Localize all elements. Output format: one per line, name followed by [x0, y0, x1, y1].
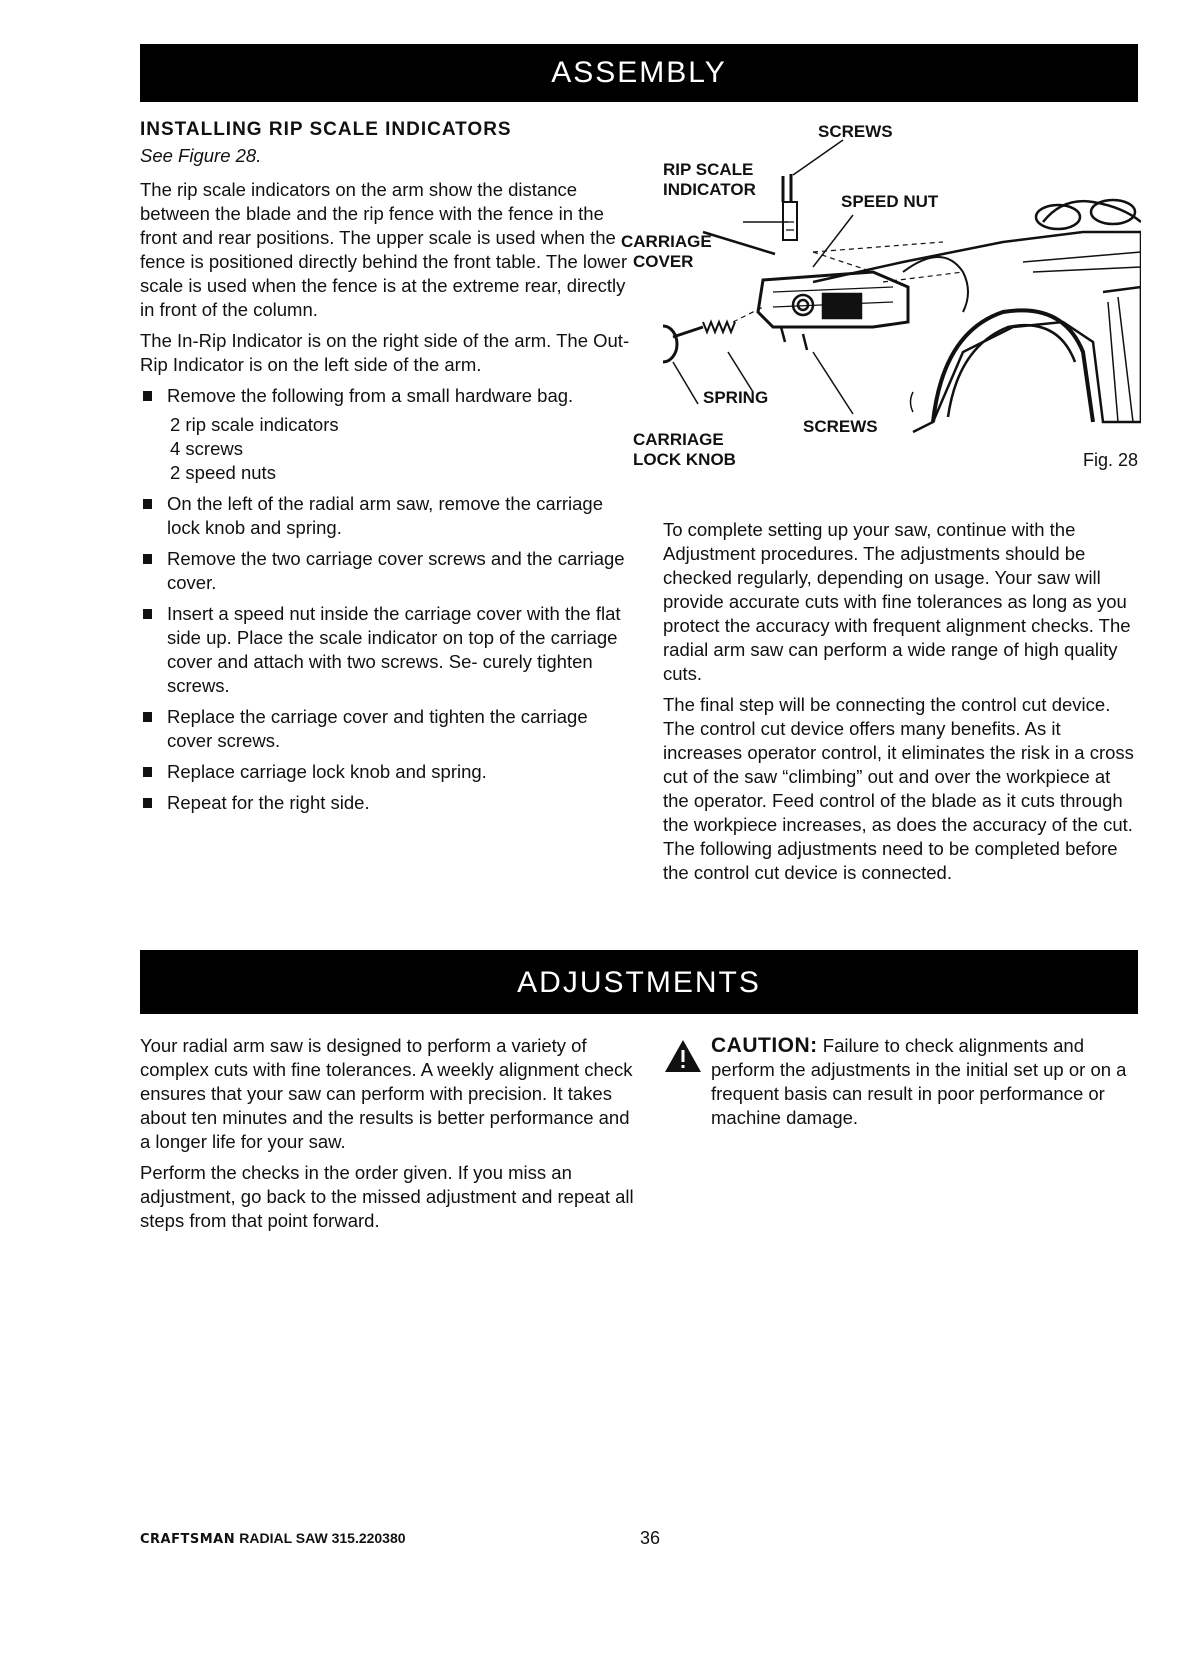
adjustments-banner-title: ADJUSTMENTS [517, 966, 761, 999]
warning-triangle-icon [663, 1038, 703, 1074]
model-number: RADIAL SAW 315.220380 [239, 1530, 406, 1546]
step-item [140, 791, 635, 815]
section-title: INSTALLING RIP SCALE INDICATORS [140, 119, 512, 140]
weekly-alignment-paragraph: Your radial arm saw is designed to perform a variety of complex cuts with fine tolerances. A weekly alignment check ensures that your saw can perform with precision. It takes about ten minutes and the results is better performance and a longer life for your saw. [140, 1035, 633, 1152]
step-text: On the left of the radial arm saw, remove the carriage lock knob and spring. [167, 493, 603, 538]
step-item [140, 602, 635, 698]
part-item: 2 rip scale indicators [170, 414, 339, 435]
figure-28 [621, 122, 1141, 502]
step-item [140, 492, 635, 540]
step-text: Remove the two carriage cover screws and the carriage cover. [167, 548, 625, 593]
bullet-square-icon [143, 798, 152, 808]
step-text: Replace the carriage cover and tighten the carriage cover screws. [167, 706, 588, 751]
bullet-square-icon [143, 391, 152, 401]
bullet-square-icon [143, 554, 152, 564]
label-spring: SPRING [703, 388, 769, 407]
label-screws-top: SCREWS [818, 122, 893, 141]
installing-section [140, 118, 635, 822]
caution-box [663, 1034, 1139, 1130]
step-item [140, 760, 635, 784]
step-text: Remove the following from a small hardware bag. [167, 385, 574, 406]
part-item: 2 speed nuts [170, 462, 276, 483]
adjustments-text [140, 1034, 635, 1240]
steps-list-continued [140, 492, 635, 815]
see-figure-note: See Figure 28. [140, 145, 262, 166]
part-item: 4 screws [170, 438, 243, 459]
bullet-square-icon [143, 609, 152, 619]
label-rip-scale-indicator-line2: INDICATOR [663, 180, 756, 199]
parts-list [140, 413, 635, 485]
step-text: Insert a speed nut inside the carriage cover with the flat side up. Place the scale indicator on top of the carriage cover and attach with two screws. Se- curely tighten screws. [167, 603, 621, 696]
footer [140, 1530, 940, 1547]
label-rip-scale-indicator-line1: RIP SCALE [663, 160, 754, 179]
adjustment-intro-paragraph: To complete setting up your saw, continue with the Adjustment procedures. The adjustments should be checked regularly, depending on usage. Your saw will provide accurate cuts with fine tolerances as long as you protect the accuracy with frequent alignment checks. The radial arm saw can perform a wide range of high quality cuts. [663, 519, 1131, 684]
step-item [140, 547, 635, 595]
page-number: 36 [640, 1528, 661, 1548]
label-carriage-cover-line2: COVER [633, 252, 694, 271]
label-speed-nut: SPEED NUT [841, 192, 939, 211]
indicator-sides-paragraph: The In-Rip Indicator is on the right side of the arm. The Out-Rip Indicator is on the left side of the arm. [140, 330, 630, 375]
check-order-paragraph: Perform the checks in the order given. If you miss an adjustment, go back to the missed adjustment and repeat all steps from that point forward. [140, 1162, 634, 1231]
setup-completion-text [663, 518, 1139, 892]
label-carriage-lock-knob-line1: CARRIAGE [633, 430, 724, 449]
step-item [140, 384, 635, 408]
assembly-banner-title: ASSEMBLY [551, 56, 727, 89]
label-carriage-lock-knob-line2: LOCK KNOB [633, 450, 736, 469]
bullet-square-icon [143, 499, 152, 509]
label-screws-bottom: SCREWS [803, 417, 878, 436]
intro-paragraph: The rip scale indicators on the arm show the distance between the blade and the rip fence with the fence in the front and rear positions. The upper scale is used when the fence is positioned directly behind the front table. The lower scale is used when the fence is at the extreme rear, directly in front of the column. [140, 179, 628, 320]
assembly-banner [140, 44, 1138, 102]
caution-label: CAUTION: [711, 1034, 818, 1057]
step-text: Replace carriage lock knob and spring. [167, 761, 487, 782]
brand-logo: CRAFTSMAN [140, 1532, 236, 1547]
caution-text: Failure to check alignments and perform the adjustments in the initial set up or on a frequent basis can result in poor performance or machine damage. [711, 1035, 1127, 1128]
label-carriage-cover-line1: CARRIAGE [621, 232, 712, 251]
bullet-square-icon [143, 712, 152, 722]
step-item [140, 705, 635, 753]
control-cut-paragraph: The final step will be connecting the control cut device. The control cut device offers many benefits. As it increases operator control, it eliminates the risk in a cross cut of the saw “climbing” out and over the workpiece at the operator. Feed control of the blade as it cuts through the workpiece increases, as does the accuracy of the cut. The following adjustments need to be completed before the control cut device is connected. [663, 694, 1134, 883]
adjustments-banner [140, 950, 1138, 1014]
bullet-square-icon [143, 767, 152, 777]
steps-list [140, 384, 635, 408]
figure-caption: Fig. 28 [1083, 450, 1139, 470]
step-text: Repeat for the right side. [167, 792, 370, 813]
